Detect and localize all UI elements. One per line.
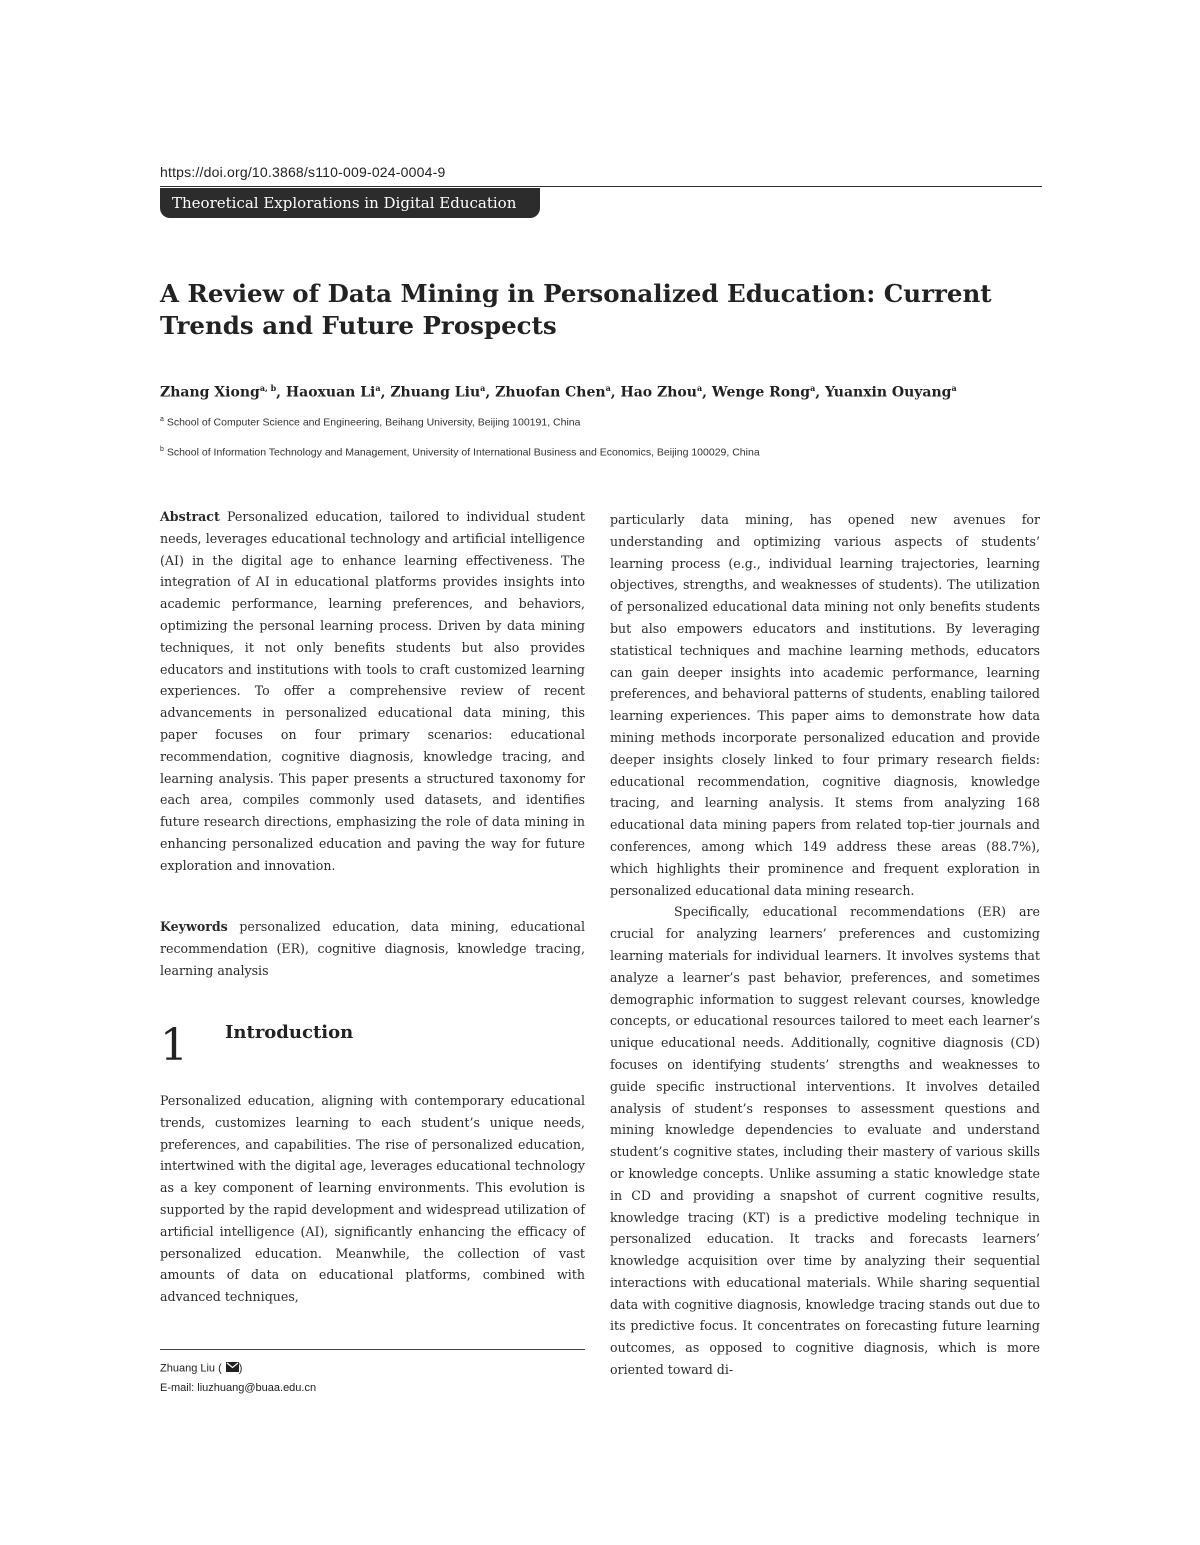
affiliation-a [160,416,1040,429]
author-affiliation-mark: a [810,383,816,393]
author-separator: , [815,384,825,401]
author-name: Zhuofan Chen [495,384,606,401]
author-name: Wenge Rong [711,384,811,401]
envelope-icon [226,1362,239,1375]
corresponding-email[interactable]: E-mail: liuzhuang@buaa.edu.cn [160,1382,317,1394]
affiliation-mark: a [160,416,164,423]
affiliation-text: School of Information Technology and Management, University of International Business and Economics, Beijing 100029, China [166,446,760,459]
author-name: Zhang Xiong [160,384,260,401]
keywords-text: personalized education, data mining, educational recommendation (ER), cognitive diagnosis, knowledge tracing, learning analysis [160,919,585,978]
author-separator: , [380,384,391,401]
section-title: Introduction [225,1022,354,1043]
abstract [160,506,585,877]
right-paragraph-2: Specifically, educational recommendations (ER) are crucial for analyzing learners’ preferences and customizing learning materials for individual learners. It involves systems that analyze a learner’s past behavior, preferences, and sometimes demographic information to suggest relevant courses, knowledge concepts, or educational resources tailored to meet each learner’s unique educational needs. Additionally, cognitive diagnosis (CD) focuses on identifying students’ strengths and weaknesses to guide specific instructional interventions. It involves detailed analysis of student’s responses to assessment questions and mining knowledge dependencies to evaluate and understand student’s cognitive states, including their mastery of various skills or knowledge concepts. Unlike assuming a static knowledge state in CD and providing a snapshot of current cognitive results, knowledge tracing (KT) is a predictive modeling technique in personalized education. It tracks and forecasts learners’ knowledge acquisition over time by analyzing their sequential interactions with educational materials. While sharing sequential data with cognitive diagnosis, knowledge tracing stands out due to its predictive focus. It concentrates on forecasting future learning outcomes, as opposed to cognitive diagnosis, which is more oriented toward di- [610,904,1040,1378]
affiliation-text: School of Computer Science and Engineering, Beihang University, Beijing 100191, China [166,416,581,429]
corresponding-author-name: Zhuang Liu ( [160,1362,222,1375]
intro-text: Personalized education, aligning with contemporary educational trends, customizes learning to each student’s unique needs, preferences, and capabilities. The rise of personalized education, intertwined with the digital age, leverages educational technology as a key component of learning environments. This evolution is supported by the rapid development and widespread utilization of artificial intelligence (AI), significantly enhancing the efficacy of personalized education. Meanwhile, the collection of vast amounts of data on educational platforms, combined with advanced techniques, [160,1093,585,1305]
author-affiliation-mark: a [696,383,703,393]
footnote-rule [160,1349,585,1350]
author-name: Hao Zhou [620,384,697,401]
section-tag: Theoretical Explorations in Digital Education [160,188,540,218]
abstract-text: Personalized education, tailored to individual student needs, leverages educational technology and artificial intelligence (AI) in the digital age to enhance learning effectiveness. The integration of AI in educational platforms provides insights into academic performance, learning preferences, and behaviors, optimizing the personal learning process. Driven by data mining techniques, it not only benefits students but also provides educators and institutions with tools to craft customized learning experiences. To offer a comprehensive review of recent advancements in personalized educational data mining, this paper focuses on four primary scenarios: educational recommendation, cognitive diagnosis, knowledge tracing, and learning analysis. This paper presents a structured taxonomy for each area, compiles commonly used datasets, and identifies future research directions, emphasizing the role of data mining in enhancing personalized education and paving the way for future exploration and innovation. [160,509,585,873]
author-name: Yuanxin Ouyang [825,384,952,401]
section-number: 1 [160,1020,188,1071]
affiliation-b [160,446,1040,459]
author-affiliation-mark: a [375,383,381,393]
keywords-label: Keywords [160,919,228,934]
keywords [160,916,585,981]
author-affiliation-mark: a [480,383,486,393]
intro-paragraph-left [160,1090,585,1308]
corresponding-author-close: ) [238,1362,243,1375]
author-separator: , [610,384,621,401]
right-column [610,509,1040,1381]
author-affiliation-mark: a [605,383,611,393]
paper-title: A Review of Data Mining in Personalized Education: Current Trends and Future Prospects [160,279,992,340]
author-separator: , [702,384,712,401]
author-name: Zhuang Liu [390,384,481,401]
abstract-label: Abstract [160,509,220,524]
corresponding-author [160,1362,242,1375]
author-separator: , [485,384,496,401]
affiliation-mark: b [160,446,164,453]
author-affiliation-mark: a, b [259,383,277,393]
author-name: Haoxuan Li [285,384,376,401]
header-rule [160,186,1042,187]
author-list [160,383,1040,401]
doi-link[interactable]: https://doi.org/10.3868/s110-009-024-0004-9 [160,164,446,180]
author-affiliation-mark: a [951,383,957,393]
right-paragraph-1: particularly data mining, has opened new avenues for understanding and optimizing various aspects of students’ learning process (e.g., individual learning trajectories, learning objectives, strengths, and weaknesses of students). The utilization of personalized educational data mining not only benefits students but also empowers educators and institutions. By leveraging statistical techniques and machine learning methods, educators can gain deeper insights into academic performance, learning preferences, and behavioral patterns of students, enabling tailored learning experiences. This paper aims to demonstrate how data mining methods incorporate personalized education and provide deeper insights closely linked to four primary research fields: educational recommendation, cognitive diagnosis, knowledge tracing, and learning analysis. It stems from analyzing 168 educational data mining papers from related top-tier journals and conferences, among which 149 address these areas (88.7%), which highlights their prominence and frequent exploration in personalized educational data mining research. [610,512,1040,898]
author-separator: , [276,384,286,401]
